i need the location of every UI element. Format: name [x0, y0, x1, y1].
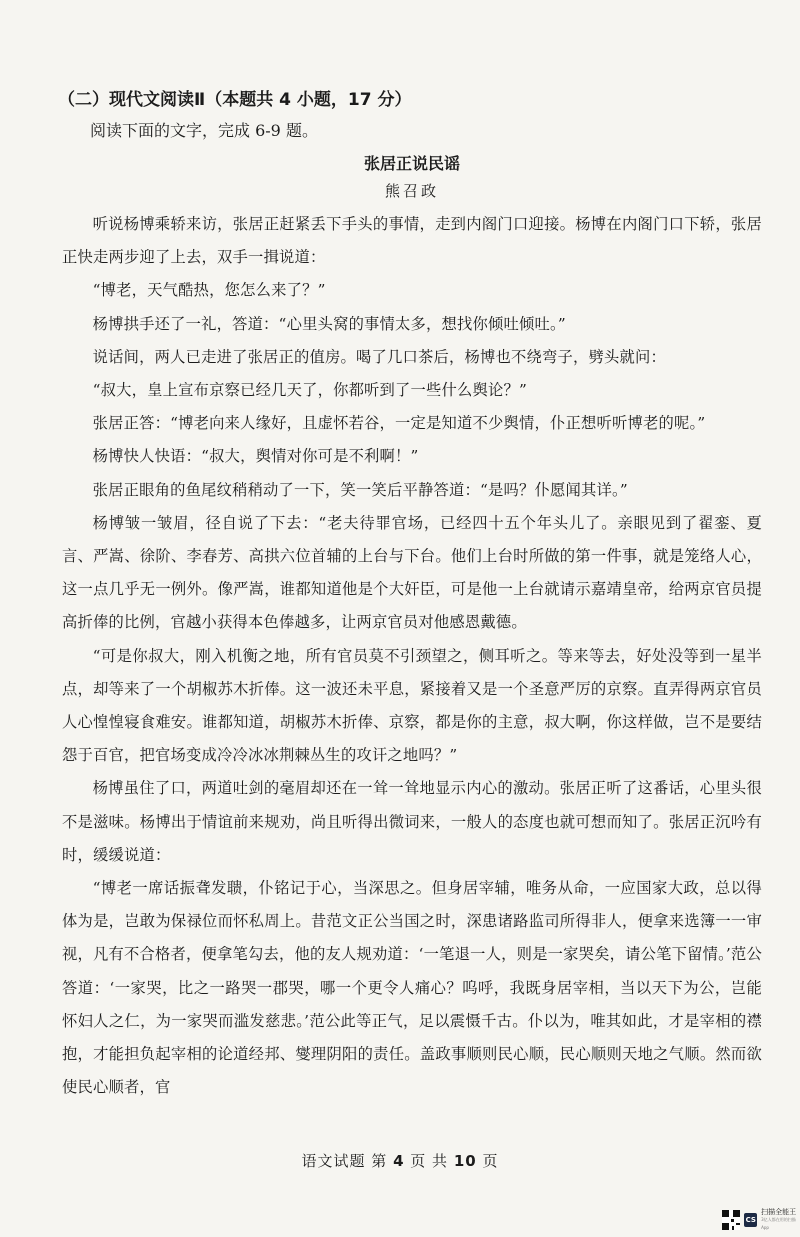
footer-suffix: 页	[476, 1152, 499, 1170]
footer-page-number: 4	[393, 1152, 405, 1170]
article-paragraph: “叔大，皇上宣布京察已经几天了，你都听到了一些什么舆论？”	[92, 381, 528, 400]
article-paragraph: 听说杨博乘轿来访，张居正赶紧丢下手头的事情，走到内阁门口迎接。杨博在内阁门口下轿，张居正快走两步迎了上去，双手一揖说道：	[62, 215, 762, 267]
scanner-text	[761, 1208, 800, 1232]
scanner-name: 扫描全能王	[761, 1208, 797, 1216]
article-paragraph: 杨博拱手还了一礼，答道：“心里头窝的事情太多，想找你倾吐倾吐。”	[92, 314, 566, 333]
footer-middle: 页 共	[404, 1152, 454, 1170]
article-paragraph: 杨博快人快语：“叔大，舆情对你可是不利啊！”	[92, 447, 419, 466]
article-title: 张居正说民谣	[363, 154, 460, 173]
footer-prefix: 语文试题 第	[301, 1152, 394, 1170]
article-body	[62, 208, 762, 1104]
article-paragraph: 杨博皱一皱眉，径自说了下去：“老夫待罪官场，已经四十五个年头儿了。亲眼见到了翟銮、夏言、严嵩、徐阶、李春芳、高拱六位首辅的上台与下台。他们上台时所做的第一件事，就是笼络人心，这一点几乎无一例外。像严嵩，谁都知道他是个大奸臣，可是他一上台就请示嘉靖皇帝，给两京官员提高折俸的比例，官越小获得本色俸越多，让两京官员对他感恩戴德。	[62, 513, 762, 632]
article-paragraph: 杨博虽住了口，两道吐剑的毫眉却还在一耸一耸地显示内心的激动。张居正听了这番话，心里头很不是滋味。杨博出于情谊前来规劝，尚且听得出微词来，一般人的态度也就可想而知了。张居正沉吟有时，缓缓说道：	[62, 779, 762, 864]
article-paragraph: 张居正眼角的鱼尾纹稍稍动了一下，笑一笑后平静答道：“是吗？仆愿闻其详。”	[92, 480, 628, 499]
page-content	[58, 86, 762, 1104]
article-paragraph: 说话间，两人已走进了张居正的值房。喝了几口茶后，杨博也不绕弯子，劈头就问：	[92, 347, 666, 366]
article-paragraph: 张居正答：“博老向来人缘好，且虚怀若谷，一定是知道不少舆情，仆正想听听博老的呢。”	[92, 414, 706, 433]
page-footer	[0, 1150, 800, 1171]
scanner-watermark	[722, 1208, 800, 1232]
article-paragraph: “博老一席话振聋发聩，仆铭记于心，当深思之。但身居宰辅，唯务从命，一应国家大政，总以得体为是，岂敢为保禄位而怀私周上。昔范文正公当国之时，深患诸路监司所得非人，便拿来选簿一一审视，凡有不合格者，便拿笔勾去，他的友人规劝道：‘一笔退一人，则是一家哭矣，请公笔下留情。’范公答道：‘一家哭，比之一路哭一郡哭，哪一个更令人痛心？呜呼，我既身居宰相，当以天下为公，岂能怀妇人之仁，为一家哭而滥发慈悲。’范公此等正气，足以震慑千古。仆以为，唯其如此，才是宰相的襟抱，才能担负起宰相的论道经邦、燮理阴阳的责任。盖政事顺则民心顺，民心顺则天地之气顺。然而欲使民心顺者，官	[62, 879, 762, 1097]
camscanner-logo-icon: CS	[744, 1213, 757, 1227]
qr-code-icon	[722, 1210, 740, 1230]
section-title: （二）现代文阅读Ⅱ（本题共 4 小题，17 分）	[58, 90, 412, 110]
article-author: 熊召政	[384, 182, 439, 200]
article-paragraph: “博老，天气酷热，您怎么来了？”	[92, 281, 326, 300]
article-paragraph: “可是你叔大，刚入机衡之地，所有官员莫不引颈望之，侧耳听之。等来等去，好处没等到一星半点，却等来了一个胡椒苏木折俸。这一波还未平息，紧接着又是一个圣意严厉的京察。直弄得两京官员人心惶惶寝食难安。谁都知道，胡椒苏木折俸、京察，都是你的主意，叔大啊，你这样做，岂不是要结怨于百官，把官场变成冷冷冰冰荆棘丛生的攻讦之地吗？”	[62, 646, 762, 765]
reading-instruction: 阅读下面的文字，完成 6-9 题。	[90, 121, 318, 140]
scanner-subtitle: 3亿人都在用的扫描App	[761, 1217, 796, 1230]
footer-total-pages: 10	[453, 1152, 477, 1170]
